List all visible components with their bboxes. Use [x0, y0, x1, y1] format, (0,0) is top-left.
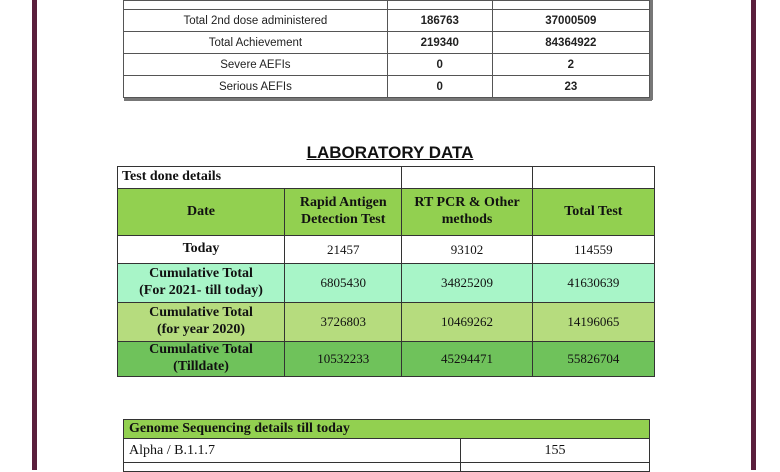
empty-cell [402, 167, 532, 189]
table-row [124, 463, 650, 472]
cell-value: 34825209 [402, 264, 532, 303]
row-value: 23 [492, 76, 649, 98]
row-value: 0 [387, 76, 492, 98]
vaccination-table [123, 0, 650, 98]
empty-cell [461, 463, 650, 472]
column-header [402, 189, 532, 236]
column-header: Total Test [532, 189, 654, 236]
row-label: Total Achievement [124, 32, 388, 54]
page-border-right [751, 0, 756, 470]
row-value: 84364922 [492, 32, 649, 54]
row-label: Total 2nd dose administered [124, 10, 388, 32]
table-row [118, 167, 655, 189]
page-border-left [32, 0, 37, 470]
cell-value: 55826704 [532, 342, 654, 377]
label-line: (for year 2020) [156, 322, 246, 337]
table-row [118, 236, 655, 264]
row-value: 186763 [387, 10, 492, 32]
label-line: Cumulative Total [149, 305, 253, 321]
header-line: Rapid Antigen [299, 195, 387, 211]
label-line: Cumulative Total [149, 266, 253, 282]
cell-value: 41630639 [532, 264, 654, 303]
header-line: methods [441, 212, 493, 227]
column-header [285, 189, 402, 236]
empty-cell [124, 463, 461, 472]
variant-count: 155 [461, 439, 650, 463]
table-shadow [124, 98, 652, 101]
section-label: Test done details [118, 167, 402, 189]
row-label [118, 303, 285, 342]
header-line: Detection Test [301, 212, 386, 227]
row-label: Serious AEFIs [124, 76, 388, 98]
label-line: Cumulative Total [149, 342, 253, 358]
cell-value: 10469262 [402, 303, 532, 342]
cell-value: 21457 [285, 236, 402, 264]
row-label [118, 342, 285, 377]
table-row [118, 342, 655, 377]
label-line: (For 2021- till today) [139, 283, 263, 298]
cell-value: 6805430 [285, 264, 402, 303]
genome-table [123, 419, 650, 472]
cell-value: 3726803 [285, 303, 402, 342]
row-label: Today [118, 236, 285, 264]
table-row [118, 303, 655, 342]
row-value: 0 [387, 54, 492, 76]
table-row [124, 32, 650, 54]
cell-value: 10532233 [285, 342, 402, 377]
header-row [124, 420, 650, 439]
header-row [118, 189, 655, 236]
row-label: Severe AEFIs [124, 54, 388, 76]
row-value: 2 [492, 54, 649, 76]
table-title: Genome Sequencing details till today [124, 420, 650, 439]
row-label [118, 264, 285, 303]
row-label [124, 1, 388, 10]
laboratory-table [117, 166, 655, 377]
section-title: LABORATORY DATA [306, 143, 474, 162]
table-row [124, 76, 650, 98]
table-row [124, 1, 650, 10]
table-row [124, 439, 650, 463]
table-row [124, 54, 650, 76]
table-row [124, 10, 650, 32]
cell-value: 114559 [532, 236, 654, 264]
cell-value: 93102 [402, 236, 532, 264]
row-value [492, 1, 649, 10]
cell-value: 14196065 [532, 303, 654, 342]
column-header: Date [118, 189, 285, 236]
label-line: (Tilldate) [173, 359, 229, 374]
cell-value: 45294471 [402, 342, 532, 377]
row-value: 37000509 [492, 10, 649, 32]
empty-cell [532, 167, 654, 189]
variant-name: Alpha / B.1.1.7 [124, 439, 461, 463]
row-value [387, 1, 492, 10]
row-value: 219340 [387, 32, 492, 54]
header-line: RT PCR & Other [414, 195, 520, 211]
table-shadow [650, 0, 653, 100]
table-row [118, 264, 655, 303]
